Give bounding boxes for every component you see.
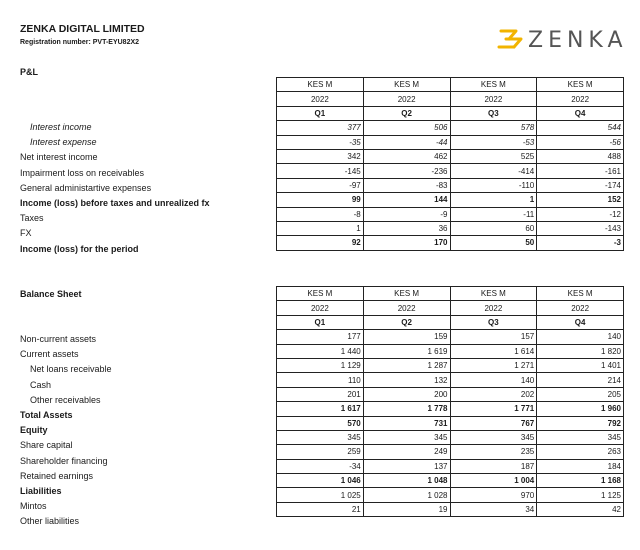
bs-year-row xyxy=(277,301,624,315)
bs-label: Share capital xyxy=(20,440,73,451)
bs-cell: 110 xyxy=(277,373,364,387)
bs-cell: 1 004 xyxy=(450,474,537,488)
pl-cell: 36 xyxy=(363,221,450,235)
bs-label: Liabilities xyxy=(20,485,62,496)
pl-label: Interest expense xyxy=(30,137,97,148)
bs-currency-q1: KES M xyxy=(277,287,364,301)
bs-cell: 184 xyxy=(537,459,624,473)
pl-cell: 488 xyxy=(537,149,624,163)
bs-cell: 1 820 xyxy=(537,344,624,358)
pl-quarter-q2: Q2 xyxy=(363,106,450,120)
pl-cell: 92 xyxy=(277,236,364,250)
bs-cell: 21 xyxy=(277,502,364,516)
bs-quarter-row xyxy=(277,315,624,329)
bs-cell: 1 778 xyxy=(363,402,450,416)
bs-label: Mintos xyxy=(20,501,47,512)
pl-cell: 50 xyxy=(450,236,537,250)
bs-currency-q3: KES M xyxy=(450,287,537,301)
pl-cell: 60 xyxy=(450,221,537,235)
pl-currency-q1: KES M xyxy=(277,78,364,92)
bs-cell: 570 xyxy=(277,416,364,430)
bs-quarter-q2: Q2 xyxy=(363,315,450,329)
bs-quarter-q3: Q3 xyxy=(450,315,537,329)
pl-cell: -53 xyxy=(450,135,537,149)
pl-cell: -9 xyxy=(363,207,450,221)
bs-cell: 345 xyxy=(537,430,624,444)
pl-year-q4: 2022 xyxy=(537,92,624,106)
bs-cell: 177 xyxy=(277,330,364,344)
pl-quarter-row xyxy=(277,106,624,120)
bs-year-q4: 2022 xyxy=(537,301,624,315)
bs-label: Equity xyxy=(20,425,48,436)
bs-cell: 1 046 xyxy=(277,474,364,488)
pl-row-income-before-taxes xyxy=(277,193,624,207)
bs-title: Balance Sheet xyxy=(20,289,82,299)
registration-number: Registration number: PVT-EYU82X2 xyxy=(20,39,140,46)
bs-row-current-assets xyxy=(277,344,624,358)
bs-cell: 159 xyxy=(363,330,450,344)
bs-label: Other liabilities xyxy=(20,516,80,527)
bs-row-share-capital xyxy=(277,430,624,444)
pl-currency-row xyxy=(277,78,624,92)
bs-cell: 345 xyxy=(363,430,450,444)
bs-row-non-current-assets xyxy=(277,330,624,344)
pl-cell: 462 xyxy=(363,149,450,163)
pl-label: FX xyxy=(20,228,32,239)
bs-label: Net loans receivable xyxy=(30,364,112,375)
pl-cell: 1 xyxy=(277,221,364,235)
bs-row-total-assets xyxy=(277,402,624,416)
pl-row-admin-expenses xyxy=(277,178,624,192)
pl-row-interest-income xyxy=(277,121,624,135)
bs-label: Other receivables xyxy=(30,394,101,405)
bs-cell: 970 xyxy=(450,488,537,502)
pl-row-fx xyxy=(277,221,624,235)
bs-cell: 345 xyxy=(450,430,537,444)
bs-cell: 187 xyxy=(450,459,537,473)
pl-currency-q4: KES M xyxy=(537,78,624,92)
bs-currency-row xyxy=(277,287,624,301)
bs-cell: 202 xyxy=(450,387,537,401)
bs-cell: 19 xyxy=(363,502,450,516)
pl-cell: 578 xyxy=(450,121,537,135)
pl-label: Taxes xyxy=(20,213,44,224)
pl-table xyxy=(276,77,624,251)
pl-labels xyxy=(20,120,210,257)
bs-cell: 1 271 xyxy=(450,358,537,372)
pl-cell: -97 xyxy=(277,178,364,192)
bs-cell: 34 xyxy=(450,502,537,516)
pl-cell: -145 xyxy=(277,164,364,178)
bs-cell: 1 401 xyxy=(537,358,624,372)
pl-cell: 99 xyxy=(277,193,364,207)
bs-cell: 1 028 xyxy=(363,488,450,502)
bs-cell: 1 168 xyxy=(537,474,624,488)
pl-cell: -44 xyxy=(363,135,450,149)
pl-cell: -83 xyxy=(363,178,450,192)
bs-label: Total Assets xyxy=(20,409,73,420)
bs-cell: 1 287 xyxy=(363,358,450,372)
bs-cell: 1 614 xyxy=(450,344,537,358)
bs-cell: 1 617 xyxy=(277,402,364,416)
bs-year-q3: 2022 xyxy=(450,301,537,315)
bs-cell: 263 xyxy=(537,445,624,459)
pl-row-impairment xyxy=(277,164,624,178)
bs-cell: 1 048 xyxy=(363,474,450,488)
bs-cell: 1 125 xyxy=(537,488,624,502)
pl-cell: -11 xyxy=(450,207,537,221)
pl-year-q1: 2022 xyxy=(277,92,364,106)
bs-label: Retained earnings xyxy=(20,470,94,481)
bs-cell: 132 xyxy=(363,373,450,387)
pl-label: Impairment loss on receivables xyxy=(20,167,145,178)
bs-cell: 259 xyxy=(277,445,364,459)
pl-cell: 152 xyxy=(537,193,624,207)
pl-quarter-q1: Q1 xyxy=(277,106,364,120)
bs-quarter-q1: Q1 xyxy=(277,315,364,329)
pl-cell: -174 xyxy=(537,178,624,192)
pl-cell: 506 xyxy=(363,121,450,135)
bs-cell: 1 440 xyxy=(277,344,364,358)
zenka-logo-icon xyxy=(496,24,526,54)
pl-cell: -8 xyxy=(277,207,364,221)
bs-labels xyxy=(20,332,112,529)
pl-title: P&L xyxy=(20,67,38,77)
bs-cell: 157 xyxy=(450,330,537,344)
pl-cell: 144 xyxy=(363,193,450,207)
pl-year-row xyxy=(277,92,624,106)
bs-cell: 140 xyxy=(537,330,624,344)
pl-row-income-for-period xyxy=(277,236,624,250)
pl-cell: -110 xyxy=(450,178,537,192)
pl-cell: 1 xyxy=(450,193,537,207)
bs-row-cash xyxy=(277,373,624,387)
pl-cell: -12 xyxy=(537,207,624,221)
bs-row-liabilities xyxy=(277,474,624,488)
pl-cell: -414 xyxy=(450,164,537,178)
bs-row-shareholder-financing xyxy=(277,445,624,459)
bs-cell: 345 xyxy=(277,430,364,444)
pl-label: Net interest income xyxy=(20,152,98,163)
bs-cell: 235 xyxy=(450,445,537,459)
bs-row-other-liabilities xyxy=(277,502,624,516)
pl-year-q3: 2022 xyxy=(450,92,537,106)
bs-cell: 249 xyxy=(363,445,450,459)
pl-row-taxes xyxy=(277,207,624,221)
pl-cell: -35 xyxy=(277,135,364,149)
bs-cell: 201 xyxy=(277,387,364,401)
bs-cell: 205 xyxy=(537,387,624,401)
pl-year-q2: 2022 xyxy=(363,92,450,106)
pl-currency-q2: KES M xyxy=(363,78,450,92)
pl-cell: -161 xyxy=(537,164,624,178)
zenka-logo xyxy=(496,24,626,56)
bs-row-mintos xyxy=(277,488,624,502)
pl-cell: 170 xyxy=(363,236,450,250)
logo-text: ZENKA xyxy=(528,28,628,53)
bs-cell: 731 xyxy=(363,416,450,430)
pl-cell: -56 xyxy=(537,135,624,149)
pl-row-interest-expense xyxy=(277,135,624,149)
bs-cell: 792 xyxy=(537,416,624,430)
bs-cell: 140 xyxy=(450,373,537,387)
pl-cell: 342 xyxy=(277,149,364,163)
bs-row-net-loans xyxy=(277,358,624,372)
pl-label: Interest income xyxy=(30,122,92,132)
pl-cell: 377 xyxy=(277,121,364,135)
bs-table xyxy=(276,286,624,517)
bs-cell: 767 xyxy=(450,416,537,430)
bs-cell: 1 025 xyxy=(277,488,364,502)
pl-quarter-q3: Q3 xyxy=(450,106,537,120)
bs-cell: 1 960 xyxy=(537,402,624,416)
bs-row-equity xyxy=(277,416,624,430)
bs-currency-q4: KES M xyxy=(537,287,624,301)
pl-quarter-q4: Q4 xyxy=(537,106,624,120)
pl-cell: -236 xyxy=(363,164,450,178)
pl-cell: 544 xyxy=(537,121,624,135)
bs-cell: 1 771 xyxy=(450,402,537,416)
company-name: ZENKA DIGITAL LIMITED xyxy=(20,23,145,35)
bs-row-other-receivables xyxy=(277,387,624,401)
pl-cell: -3 xyxy=(537,236,624,250)
bs-label: Current assets xyxy=(20,349,79,360)
pl-cell: 525 xyxy=(450,149,537,163)
bs-cell: 42 xyxy=(537,502,624,516)
pl-label: Income (loss) before taxes and unrealized fx xyxy=(20,197,210,208)
bs-cell: 1 619 xyxy=(363,344,450,358)
bs-cell: -34 xyxy=(277,459,364,473)
bs-cell: 137 xyxy=(363,459,450,473)
bs-label: Shareholder financing xyxy=(20,455,108,466)
bs-currency-q2: KES M xyxy=(363,287,450,301)
bs-row-retained-earnings xyxy=(277,459,624,473)
bs-cell: 1 129 xyxy=(277,358,364,372)
bs-year-q2: 2022 xyxy=(363,301,450,315)
pl-cell: -143 xyxy=(537,221,624,235)
bs-year-q1: 2022 xyxy=(277,301,364,315)
pl-row-net-interest-income xyxy=(277,149,624,163)
pl-label: Income (loss) for the period xyxy=(20,243,139,254)
bs-cell: 200 xyxy=(363,387,450,401)
pl-currency-q3: KES M xyxy=(450,78,537,92)
bs-cell: 214 xyxy=(537,373,624,387)
bs-quarter-q4: Q4 xyxy=(537,315,624,329)
bs-label: Non-current assets xyxy=(20,334,97,344)
pl-label: General administartive expenses xyxy=(20,182,152,193)
bs-label: Cash xyxy=(30,379,52,390)
